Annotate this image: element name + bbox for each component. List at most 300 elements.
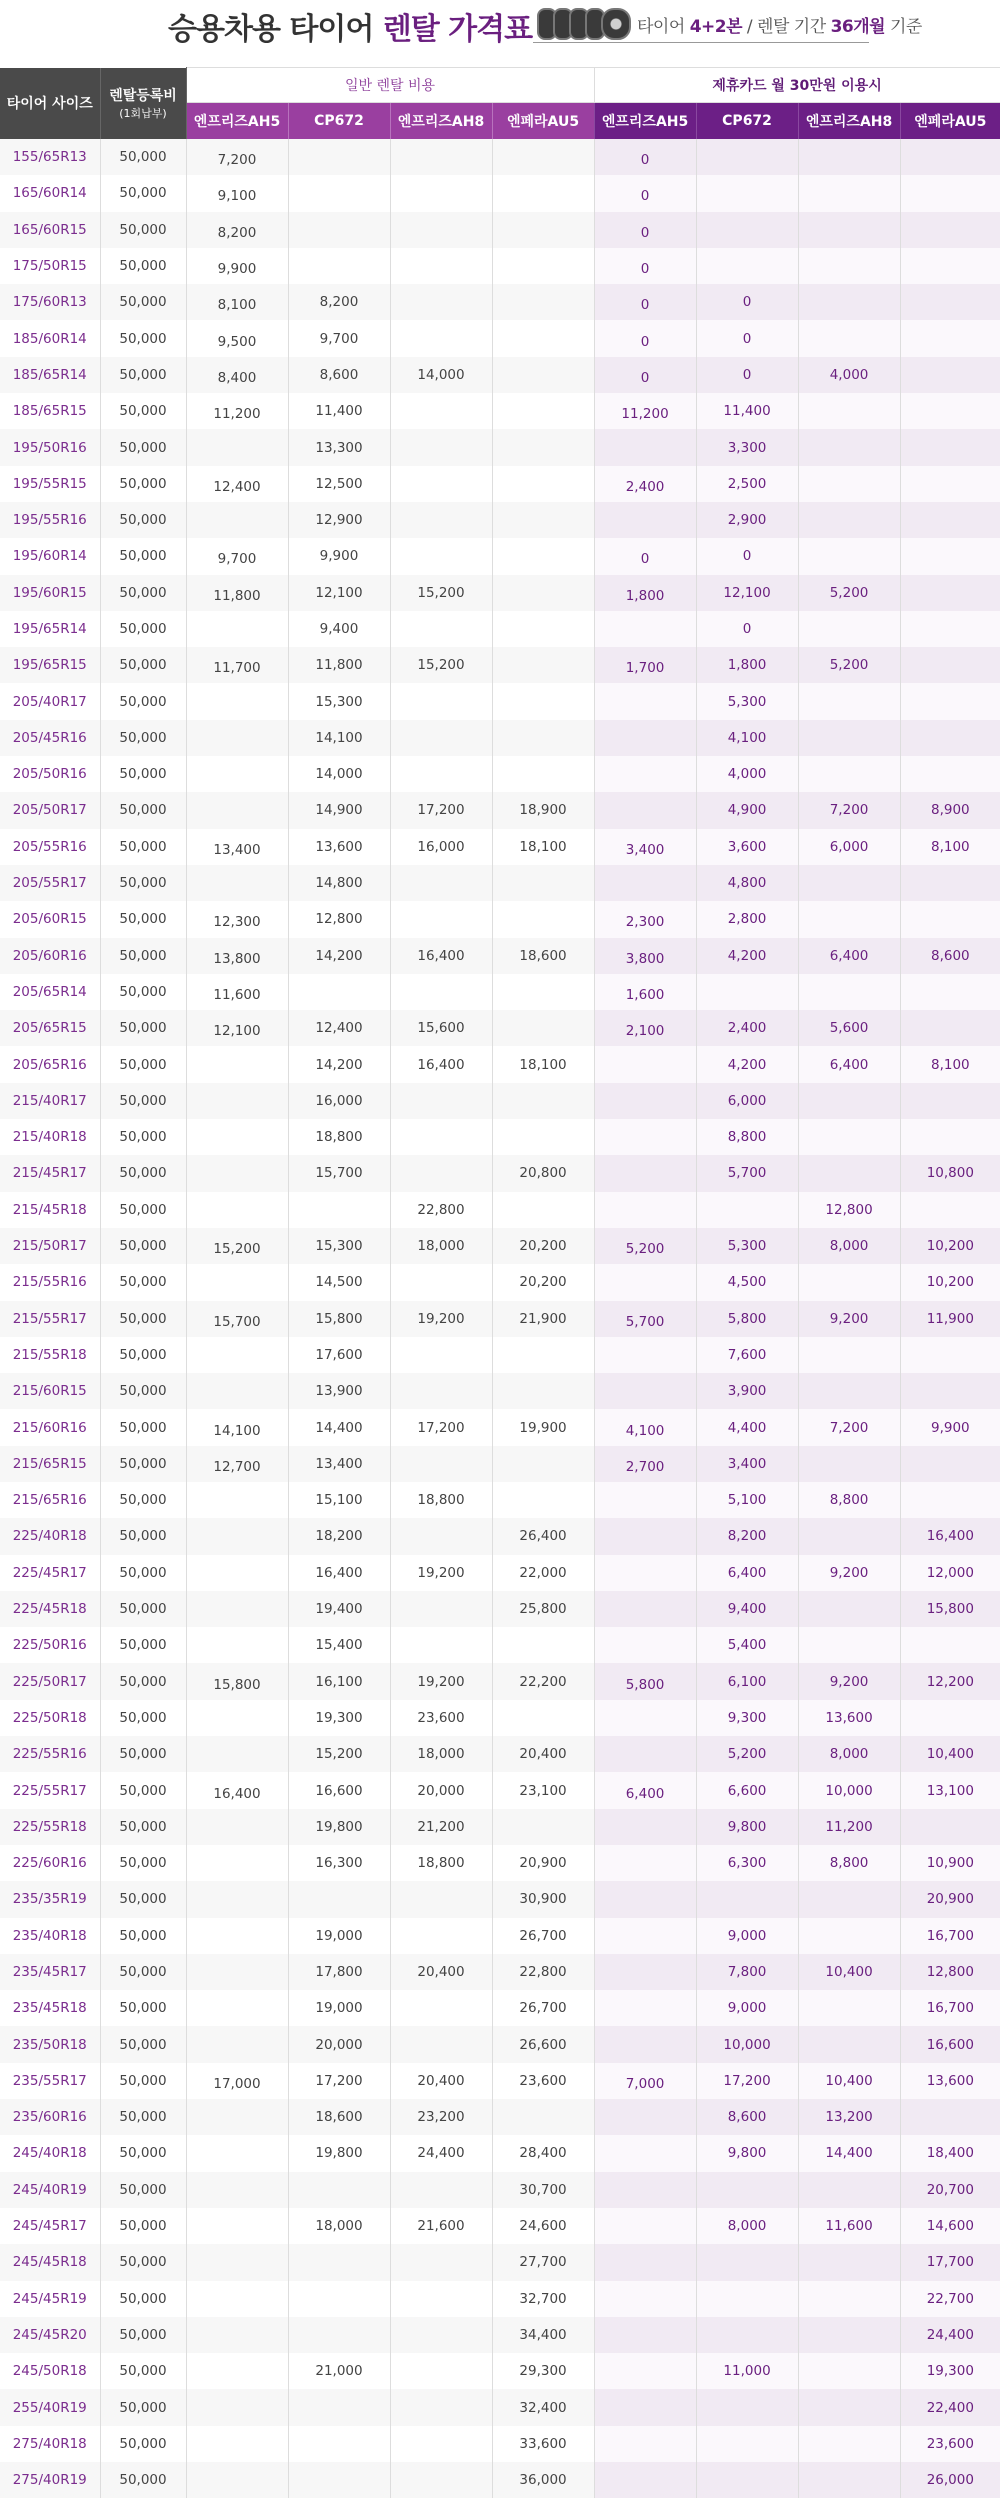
reg-fee-cell: 50,000	[100, 1881, 186, 1917]
card-price-cell	[798, 2281, 900, 2317]
tire-size-cell: 195/55R15	[12, 475, 87, 492]
card-price-cell: 15,800	[900, 1591, 1000, 1627]
price-cell	[390, 538, 492, 574]
card-price-cell	[696, 1881, 798, 1917]
price-cell	[492, 1119, 594, 1155]
price-cell	[492, 429, 594, 465]
card-price-cell	[900, 1373, 1000, 1409]
card-price-cell: 0	[594, 175, 696, 211]
reg-fee-cell: 50,000	[100, 212, 186, 248]
card-price-cell: 9,000	[696, 1990, 798, 2026]
price-cell	[390, 865, 492, 901]
card-price-cell: 2,100	[594, 1010, 696, 1046]
card-price-cell: 8,600	[900, 938, 1000, 974]
card-price-cell: 5,200	[798, 647, 900, 683]
price-cell	[288, 139, 390, 175]
header-general-rental: 일반 렌탈 비용	[186, 68, 594, 103]
price-cell	[390, 212, 492, 248]
tires-icon	[533, 8, 631, 40]
price-cell	[288, 175, 390, 211]
price-cell	[390, 1264, 492, 1300]
price-cell	[492, 974, 594, 1010]
header-tire-size: 타이어 사이즈	[0, 68, 100, 140]
price-cell	[390, 1083, 492, 1119]
card-price-cell: 10,000	[798, 1772, 900, 1808]
price-cell: 15,200	[186, 1228, 288, 1264]
price-cell	[390, 2426, 492, 2462]
card-price-cell	[594, 1155, 696, 1191]
tire-size-cell: 225/55R17	[12, 1782, 87, 1799]
reg-fee-cell: 50,000	[100, 829, 186, 865]
price-cell	[186, 1555, 288, 1591]
tire-info-text: 타이어 4+2본 / 렌탈 기간 36개월 기준	[637, 16, 922, 37]
card-price-cell	[594, 2389, 696, 2425]
reg-fee-cell: 50,000	[100, 647, 186, 683]
card-price-cell: 10,000	[696, 2026, 798, 2062]
card-price-cell: 26,000	[900, 2462, 1000, 2498]
table-row	[0, 357, 1000, 393]
price-cell	[186, 1337, 288, 1373]
tire-size-cell: 185/65R15	[12, 403, 87, 420]
card-price-cell: 7,000	[594, 2063, 696, 2099]
card-price-cell: 9,900	[900, 1409, 1000, 1445]
card-price-cell: 7,200	[798, 1409, 900, 1445]
card-price-cell: 18,400	[900, 2135, 1000, 2171]
card-price-cell: 5,600	[798, 1010, 900, 1046]
table-row	[0, 502, 1000, 538]
price-cell: 16,400	[390, 1046, 492, 1082]
reg-fee-cell: 50,000	[100, 2389, 186, 2425]
card-price-cell: 5,200	[594, 1228, 696, 1264]
card-price-cell	[900, 1446, 1000, 1482]
card-price-cell: 19,300	[900, 2353, 1000, 2389]
table-row	[0, 1083, 1000, 1119]
price-cell	[492, 284, 594, 320]
header-model-card: 엔프리즈AH8	[798, 103, 900, 140]
card-price-cell: 22,700	[900, 2281, 1000, 2317]
card-price-cell	[594, 1809, 696, 1845]
tire-size-cell: 225/50R18	[12, 1709, 87, 1726]
table-row	[0, 2317, 1000, 2353]
tire-size-cell: 165/60R14	[12, 185, 87, 202]
price-cell: 15,100	[288, 1482, 390, 1518]
tire-size-cell: 215/55R18	[12, 1346, 87, 1363]
tire-size-cell: 195/65R15	[0, 647, 100, 683]
price-cell: 19,000	[288, 1918, 390, 1954]
card-price-cell: 4,800	[696, 865, 798, 901]
card-price-cell	[798, 611, 900, 647]
header-model-card: 엔페라AU5	[900, 103, 1000, 140]
price-cell	[390, 1881, 492, 1917]
price-cell: 29,300	[492, 2353, 594, 2389]
card-price-cell: 1,800	[594, 575, 696, 611]
price-cell: 15,400	[288, 1627, 390, 1663]
price-cell	[492, 901, 594, 937]
reg-fee-cell: 50,000	[100, 1772, 186, 1808]
price-cell: 23,600	[390, 1700, 492, 1736]
card-price-cell	[798, 320, 900, 356]
card-price-cell: 8,200	[696, 1518, 798, 1554]
card-price-cell: 14,400	[798, 2135, 900, 2171]
tire-size-cell: 245/45R17	[12, 2218, 87, 2235]
table-row	[0, 683, 1000, 719]
card-price-cell: 8,900	[900, 792, 1000, 828]
card-price-cell: 4,200	[696, 1046, 798, 1082]
price-cell: 14,100	[288, 720, 390, 756]
price-cell: 14,900	[288, 792, 390, 828]
price-cell: 15,600	[390, 1010, 492, 1046]
table-row	[0, 1446, 1000, 1482]
price-cell	[390, 756, 492, 792]
table-row	[0, 2026, 1000, 2062]
price-cell	[492, 1809, 594, 1845]
card-price-cell	[594, 2244, 696, 2280]
header-model-card: 엔프리즈AH5	[594, 103, 696, 140]
price-cell	[288, 974, 390, 1010]
price-cell	[492, 320, 594, 356]
card-price-cell	[696, 175, 798, 211]
card-price-cell	[594, 2172, 696, 2208]
reg-fee-cell: 50,000	[100, 1482, 186, 1518]
price-cell: 18,000	[390, 1228, 492, 1264]
price-cell: 20,400	[492, 1736, 594, 1772]
reg-fee-cell: 50,000	[100, 2172, 186, 2208]
card-price-cell	[798, 2172, 900, 2208]
card-price-cell	[798, 1119, 900, 1155]
card-price-cell: 5,200	[696, 1736, 798, 1772]
reg-fee-cell: 50,000	[100, 429, 186, 465]
card-price-cell	[594, 1591, 696, 1627]
card-price-cell	[900, 1010, 1000, 1046]
price-cell	[492, 575, 594, 611]
card-price-cell: 13,200	[798, 2099, 900, 2135]
price-cell	[186, 1083, 288, 1119]
table-row	[0, 212, 1000, 248]
card-price-cell	[798, 1881, 900, 1917]
price-cell: 9,500	[186, 320, 288, 356]
price-cell: 32,700	[492, 2281, 594, 2317]
reg-fee-cell: 50,000	[100, 2317, 186, 2353]
header-model-card: CP672	[696, 103, 798, 140]
price-cell	[492, 1627, 594, 1663]
card-price-cell: 5,700	[696, 1155, 798, 1191]
reg-fee-cell: 50,000	[100, 1918, 186, 1954]
card-price-cell	[594, 1881, 696, 1917]
card-price-cell	[900, 647, 1000, 683]
table-row	[0, 2063, 1000, 2099]
price-cell	[186, 1700, 288, 1736]
price-cell: 23,100	[492, 1772, 594, 1808]
card-price-cell: 9,200	[798, 1301, 900, 1337]
card-price-cell: 9,800	[696, 2135, 798, 2171]
price-cell: 15,300	[288, 683, 390, 719]
price-cell: 15,700	[186, 1301, 288, 1337]
price-cell	[186, 2281, 288, 2317]
table-row	[0, 1337, 1000, 1373]
card-price-cell: 0	[696, 284, 798, 320]
card-price-cell: 0	[594, 139, 696, 175]
price-cell: 18,100	[492, 1046, 594, 1082]
price-table	[0, 67, 1000, 2498]
price-cell: 18,200	[288, 1518, 390, 1554]
tire-size-cell: 175/60R13	[0, 284, 100, 320]
reg-fee-cell: 50,000	[100, 683, 186, 719]
price-cell	[492, 1337, 594, 1373]
card-price-cell: 11,200	[798, 1809, 900, 1845]
card-price-cell	[594, 1845, 696, 1881]
card-price-cell	[696, 2281, 798, 2317]
price-cell	[390, 1337, 492, 1373]
card-price-cell	[696, 2389, 798, 2425]
tire-size-cell: 235/55R17	[12, 2072, 87, 2089]
price-cell	[492, 647, 594, 683]
price-cell: 8,100	[186, 284, 288, 320]
price-cell: 18,800	[390, 1482, 492, 1518]
price-cell	[186, 1155, 288, 1191]
card-price-cell: 7,600	[696, 1337, 798, 1373]
page-header	[0, 0, 1000, 60]
reg-fee-cell: 50,000	[100, 2462, 186, 2498]
tire-size-cell: 235/50R18	[0, 2026, 100, 2062]
header-reg-fee: 렌탈등록비 (1회납부)	[100, 68, 186, 140]
tire-size-cell: 205/55R17	[0, 865, 100, 901]
header-model: CP672	[288, 103, 390, 140]
price-cell: 9,900	[288, 538, 390, 574]
card-price-cell	[594, 1083, 696, 1119]
tire-size-cell: 225/40R18	[0, 1518, 100, 1554]
reg-fee-cell: 50,000	[100, 2281, 186, 2317]
card-price-cell	[900, 139, 1000, 175]
card-price-cell	[798, 284, 900, 320]
card-price-cell	[594, 2317, 696, 2353]
price-cell: 17,800	[288, 1954, 390, 1990]
table-row	[0, 1845, 1000, 1881]
card-price-cell	[594, 1518, 696, 1554]
card-price-cell	[798, 2353, 900, 2389]
card-price-cell	[798, 1990, 900, 2026]
reg-fee-cell: 50,000	[100, 1119, 186, 1155]
table-row	[0, 1627, 1000, 1663]
card-price-cell	[900, 611, 1000, 647]
price-cell	[186, 2462, 288, 2498]
price-cell: 16,000	[390, 829, 492, 865]
price-cell	[186, 502, 288, 538]
price-cell	[390, 2353, 492, 2389]
card-price-cell: 7,800	[696, 1954, 798, 1990]
price-cell: 34,400	[492, 2317, 594, 2353]
card-price-cell	[798, 2244, 900, 2280]
reg-fee-cell: 50,000	[100, 1518, 186, 1554]
card-price-cell: 4,100	[696, 720, 798, 756]
price-cell: 12,800	[288, 901, 390, 937]
card-price-cell	[594, 611, 696, 647]
card-price-cell: 11,900	[900, 1301, 1000, 1337]
card-price-cell	[900, 466, 1000, 502]
price-cell	[288, 2462, 390, 2498]
card-price-cell: 23,600	[900, 2426, 1000, 2462]
card-price-cell	[798, 1373, 900, 1409]
card-price-cell: 3,400	[696, 1446, 798, 1482]
card-price-cell	[798, 1518, 900, 1554]
card-price-cell	[594, 1990, 696, 2026]
card-price-cell	[798, 212, 900, 248]
tire-size-cell: 195/60R15	[0, 575, 100, 611]
tire-size-cell: 215/60R16	[12, 1419, 87, 1436]
reg-fee-cell: 50,000	[100, 1446, 186, 1482]
card-price-cell: 0	[594, 320, 696, 356]
card-price-cell: 6,100	[696, 1663, 798, 1699]
table-row	[0, 1518, 1000, 1554]
price-cell: 18,600	[288, 2099, 390, 2135]
table-row	[0, 1591, 1000, 1627]
rental-period: 36개월	[830, 16, 886, 37]
reg-fee-cell: 50,000	[100, 1264, 186, 1300]
tire-size-cell: 215/55R17	[0, 1301, 100, 1337]
card-price-cell: 13,600	[900, 2063, 1000, 2099]
card-price-cell: 12,800	[900, 1954, 1000, 1990]
price-cell	[390, 901, 492, 937]
reg-fee-cell: 50,000	[100, 1555, 186, 1591]
price-cell	[390, 1627, 492, 1663]
price-cell: 13,400	[186, 829, 288, 865]
price-cell	[186, 1954, 288, 1990]
table-row	[0, 1663, 1000, 1699]
tire-size-cell: 225/55R18	[0, 1809, 100, 1845]
table-row	[0, 720, 1000, 756]
card-price-cell	[798, 1918, 900, 1954]
tire-info	[533, 6, 922, 43]
tire-size-cell: 215/45R17	[0, 1155, 100, 1191]
price-cell	[492, 466, 594, 502]
table-row	[0, 865, 1000, 901]
card-price-cell	[696, 212, 798, 248]
price-cell: 14,500	[288, 1264, 390, 1300]
card-price-cell: 3,300	[696, 429, 798, 465]
card-price-cell	[798, 429, 900, 465]
tire-size-cell: 235/45R18	[12, 2000, 87, 2017]
tire-size-cell: 275/40R19	[0, 2462, 100, 2498]
price-cell	[492, 1700, 594, 1736]
card-price-cell	[696, 1192, 798, 1228]
card-price-cell	[594, 502, 696, 538]
table-row	[0, 1228, 1000, 1264]
price-cell	[186, 2208, 288, 2244]
card-price-cell	[798, 466, 900, 502]
card-price-cell: 12,000	[900, 1555, 1000, 1591]
price-cell	[492, 1192, 594, 1228]
card-price-cell: 14,600	[900, 2208, 1000, 2244]
card-price-cell: 5,800	[696, 1301, 798, 1337]
card-price-cell: 11,000	[696, 2353, 798, 2389]
price-cell: 15,800	[186, 1663, 288, 1699]
reg-fee-cell: 50,000	[100, 1301, 186, 1337]
reg-fee-cell: 50,000	[100, 865, 186, 901]
card-price-cell: 8,800	[798, 1482, 900, 1518]
card-price-cell	[594, 1482, 696, 1518]
card-price-cell	[900, 1119, 1000, 1155]
price-cell: 18,100	[492, 829, 594, 865]
card-price-cell	[900, 1482, 1000, 1518]
reg-fee-cell: 50,000	[100, 1046, 186, 1082]
price-cell: 15,700	[288, 1155, 390, 1191]
card-price-cell: 8,000	[798, 1228, 900, 1264]
price-cell: 16,600	[288, 1772, 390, 1808]
card-price-cell: 10,900	[900, 1845, 1000, 1881]
table-row	[0, 1155, 1000, 1191]
card-price-cell	[798, 2026, 900, 2062]
reg-fee-cell: 50,000	[100, 393, 186, 429]
card-price-cell	[798, 502, 900, 538]
card-price-cell: 12,800	[798, 1192, 900, 1228]
card-price-cell	[798, 2426, 900, 2462]
reg-fee-cell: 50,000	[100, 756, 186, 792]
card-price-cell: 8,800	[798, 1845, 900, 1881]
price-cell: 32,400	[492, 2389, 594, 2425]
card-price-cell	[798, 2462, 900, 2498]
price-cell	[186, 683, 288, 719]
reg-fee-cell: 50,000	[100, 1083, 186, 1119]
reg-fee-cell: 50,000	[100, 1736, 186, 1772]
card-price-cell	[798, 139, 900, 175]
table-row	[0, 1409, 1000, 1445]
reg-fee-cell: 50,000	[100, 792, 186, 828]
tire-size-cell: 245/45R18	[0, 2244, 100, 2280]
price-cell	[492, 611, 594, 647]
card-price-cell	[696, 2462, 798, 2498]
tire-size-cell: 195/60R14	[12, 548, 87, 565]
card-price-cell: 13,100	[900, 1772, 1000, 1808]
card-price-cell: 16,600	[900, 2026, 1000, 2062]
card-price-cell: 4,200	[696, 938, 798, 974]
card-price-cell: 4,000	[696, 756, 798, 792]
reg-fee-cell: 50,000	[100, 1337, 186, 1373]
table-row	[0, 2208, 1000, 2244]
price-cell	[390, 284, 492, 320]
price-cell: 18,800	[390, 1845, 492, 1881]
card-price-cell: 5,700	[594, 1301, 696, 1337]
card-price-cell	[900, 320, 1000, 356]
price-cell: 19,800	[288, 2135, 390, 2171]
card-price-cell: 3,800	[594, 938, 696, 974]
price-cell: 20,000	[288, 2026, 390, 2062]
card-price-cell: 2,700	[594, 1446, 696, 1482]
price-cell: 16,400	[288, 1555, 390, 1591]
table-row	[0, 901, 1000, 937]
price-cell	[492, 357, 594, 393]
card-price-cell: 0	[594, 357, 696, 393]
price-cell	[390, 1990, 492, 2026]
card-price-cell	[798, 2389, 900, 2425]
card-price-cell	[594, 1119, 696, 1155]
card-price-cell: 6,400	[594, 1772, 696, 1808]
card-price-cell: 12,100	[696, 575, 798, 611]
card-price-cell	[594, 1046, 696, 1082]
price-cell	[390, 1119, 492, 1155]
card-price-cell: 8,100	[900, 829, 1000, 865]
card-price-cell	[594, 720, 696, 756]
card-price-cell: 11,600	[798, 2208, 900, 2244]
tire-size-cell: 205/65R15	[0, 1010, 100, 1046]
price-cell: 12,400	[288, 1010, 390, 1046]
reg-fee-cell: 50,000	[100, 2026, 186, 2062]
price-cell: 13,800	[186, 938, 288, 974]
price-cell: 9,700	[288, 320, 390, 356]
card-price-cell	[594, 1264, 696, 1300]
table-row	[0, 1990, 1000, 2026]
card-price-cell	[594, 2099, 696, 2135]
table-row	[0, 1809, 1000, 1845]
price-cell	[390, 502, 492, 538]
